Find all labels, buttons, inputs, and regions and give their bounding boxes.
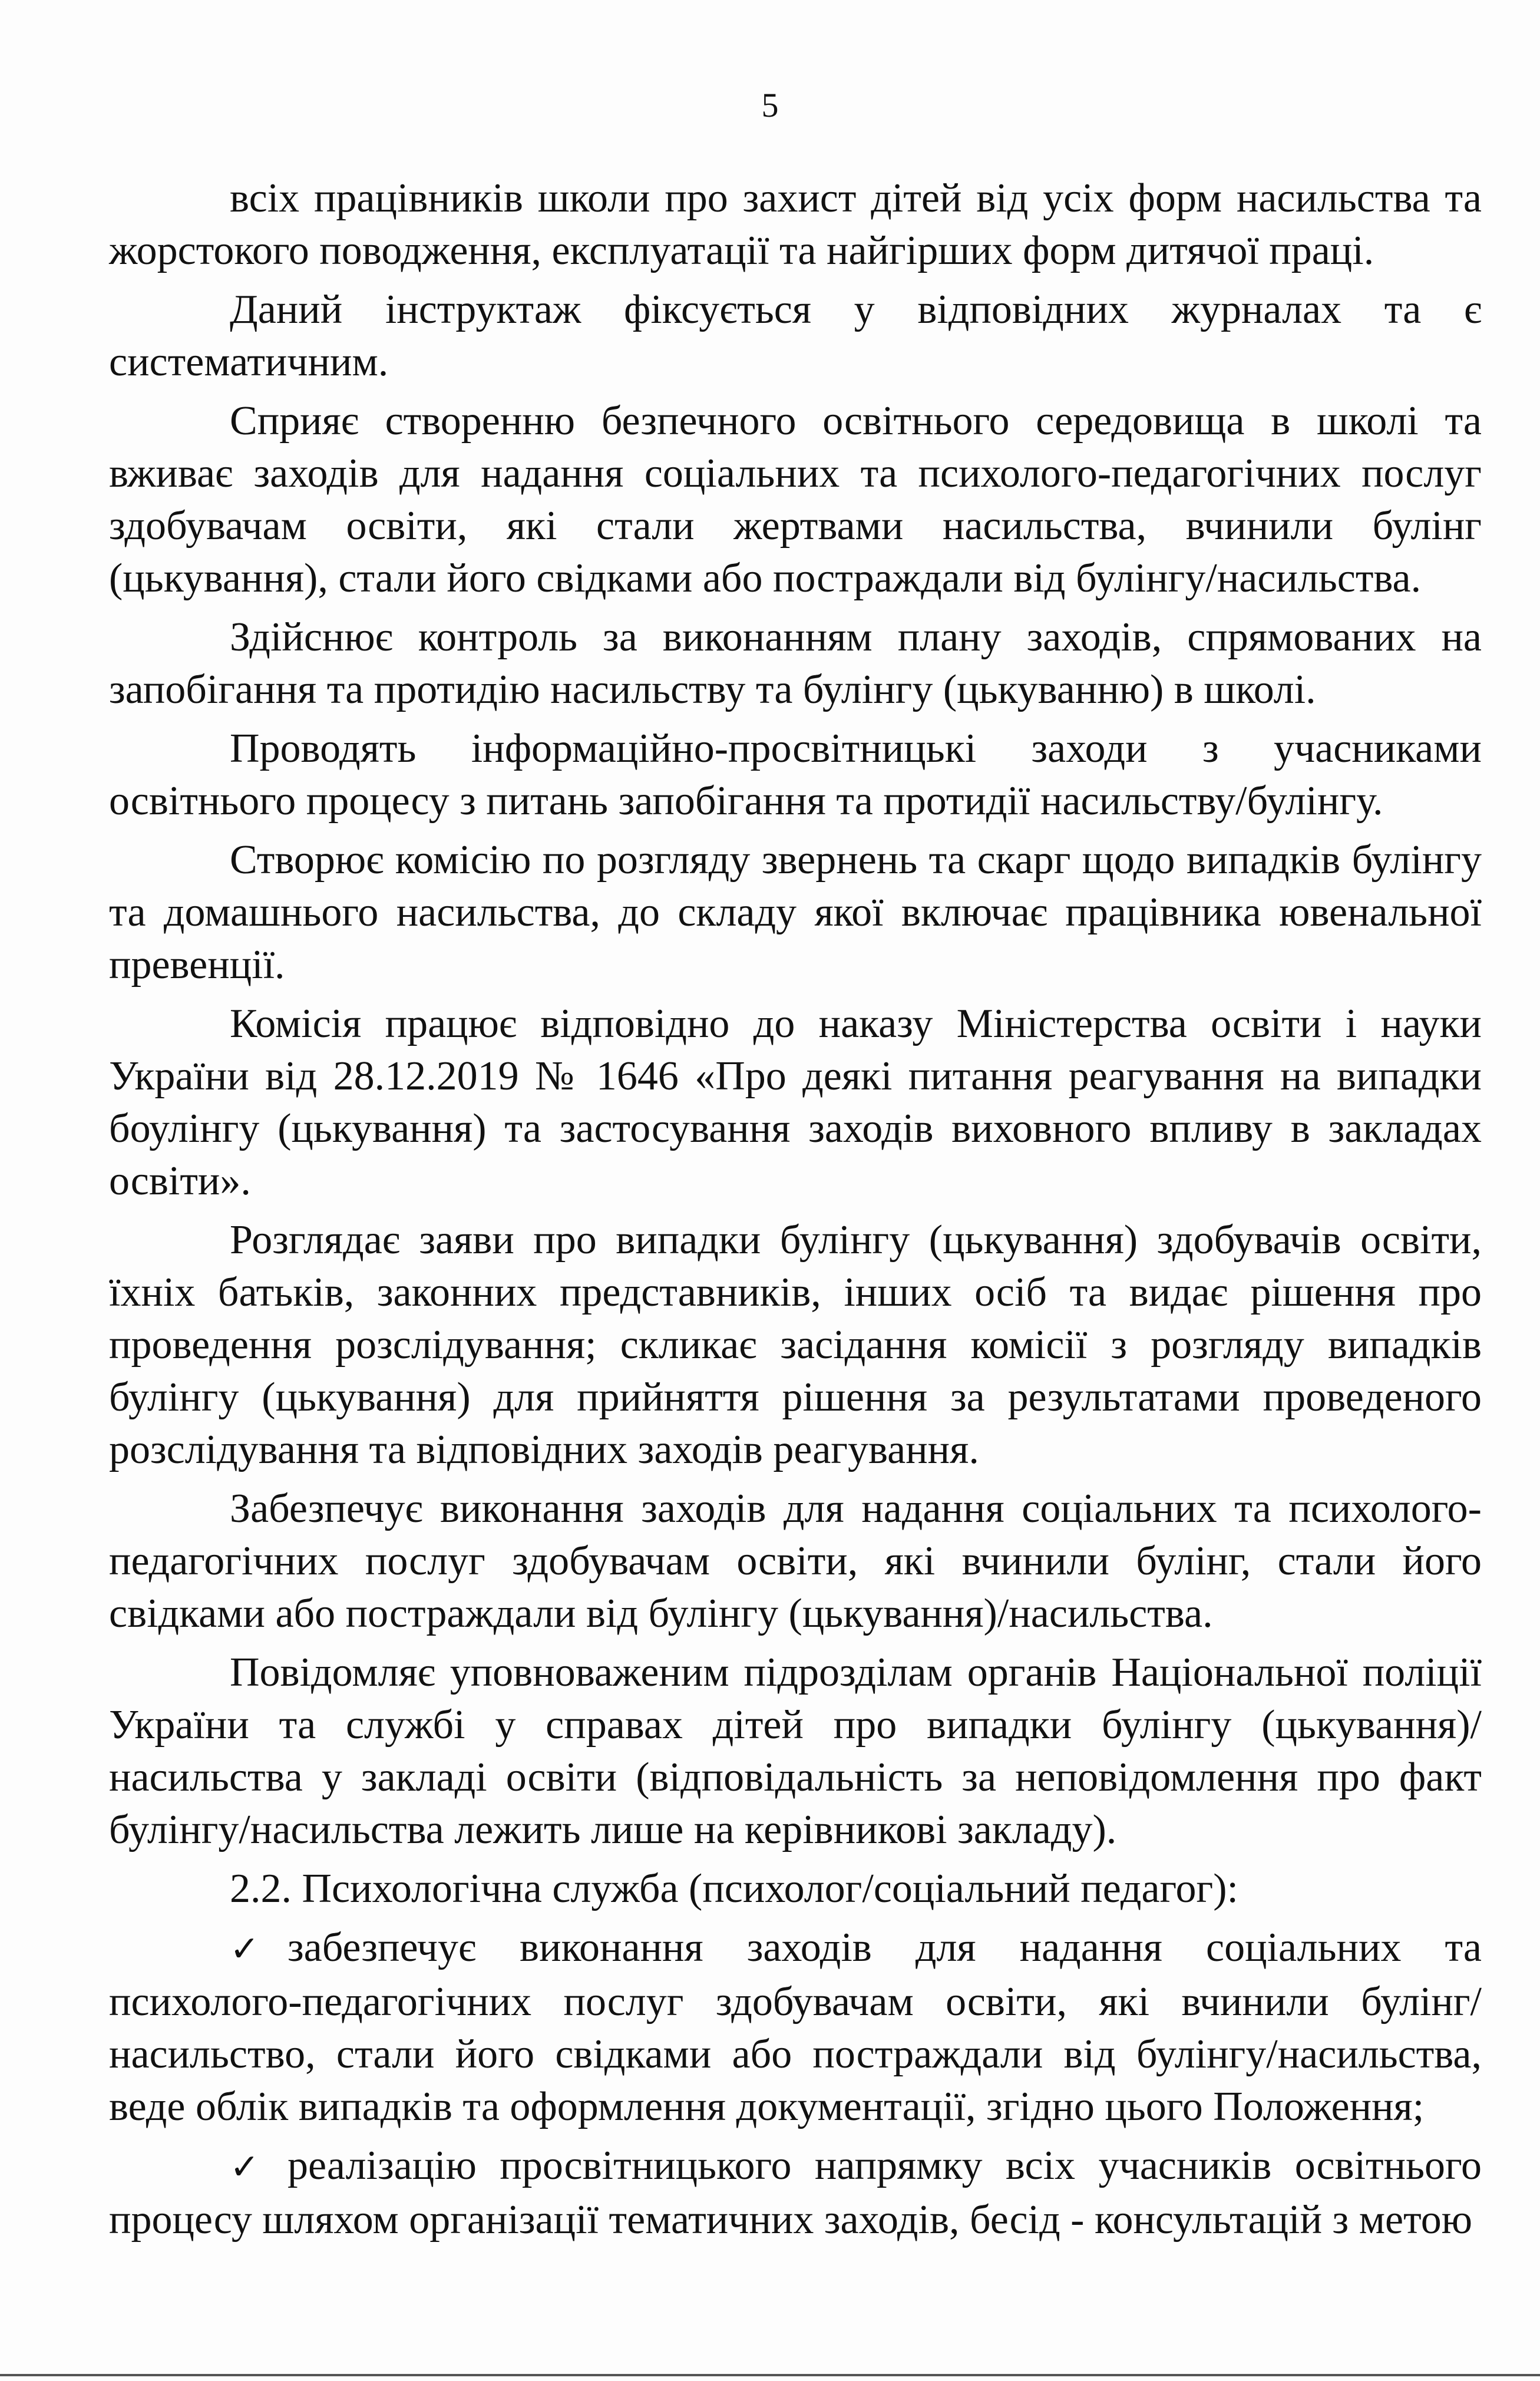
paragraph: Забезпечує виконання заходів для надання соціальних та психолого-педагогічних послуг здобувачам освіти, які вчинили булінг, стали його свідками або постраждали від булінгу (цькування)/насильства. (109, 1486, 1482, 1636)
checklist-item-text: реалізацію просвітницького напрямку всіх учасників освітнього процесу шляхом організації тематичних заходів, бесід - консультацій з метою (109, 2143, 1482, 2243)
checklist-item (109, 2139, 1482, 2246)
paragraph: Створює комісію по розгляду звернень та скарг щодо випадків булінгу та домашнього насильства, до складу якої включає працівника ювенальної превенції. (109, 837, 1482, 988)
paragraph: Проводять інформаційно-просвітницькі заходи з учасниками освітнього процесу з питань запобігання та протидії насильству/булінгу. (109, 726, 1482, 824)
scan-bottom-edge (0, 2374, 1540, 2376)
paragraph: Розглядає заяви про випадки булінгу (цькування) здобувачів освіти, їхніх батьків, законних представників, інших осіб та видає рішення про проведення розслідування; скликає засідання комісії з розгляду випадків булінгу (цькування) для прийняття рішення за результатами проведеного розслідування та відповідних заходів реагування. (109, 1217, 1482, 1472)
checkmark-icon: ✓ (230, 2146, 260, 2188)
checkmark-icon: ✓ (230, 1928, 260, 1970)
paragraph: Даний інструктаж фіксується у відповідних журналах та є систематичним. (109, 287, 1482, 385)
paragraph: Комісія працює відповідно до наказу Міністерства освіти і науки України від 28.12.2019 № 1646 «Про деякі питання реагування на випадки боулінгу (цькування) та застосування заходів виховного впливу в закладах освіти». (109, 1001, 1482, 1204)
section-heading: 2.2. Психологічна служба (психолог/соціальний педагог): (230, 1866, 1238, 1911)
checklist-item-text: забезпечує виконання заходів для надання соціальних та психолого-педагогічних послуг здобувачам освіти, які вчинили булінг/насильство, стали його свідками або постраждали від булінгу/насильства, веде облік випадків та оформлення документації, згідно цього Положення; (109, 1925, 1482, 2129)
paragraph: Повідомляє уповноваженим підрозділам органів Національної поліції України та службі у справах дітей про випадки булінгу (цькування)/насильства у закладі освіти (відповідальність за неповідомлення про факт булінгу/насильства лежить лише на керівникові закладу). (109, 1650, 1482, 1852)
paragraph: всіх працівників школи про захист дітей від усіх форм насильства та жорстокого поводження, експлуатації та найгірших форм дитячої праці. (109, 176, 1482, 273)
page-number: 5 (761, 86, 779, 124)
paragraph: Сприяє створенню безпечного освітнього середовища в школі та вживає заходів для надання соціальних та психолого-педагогічних послуг здобувачам освіти, які стали жертвами насильства, вчинили булінг (цькування), стали його свідками або постраждали від булінгу/насильства. (109, 398, 1482, 601)
paragraph: Здійснює контроль за виконанням плану заходів, спрямованих на запобігання та протидію насильству та булінгу (цькуванню) в школі. (109, 615, 1482, 712)
checklist-item (109, 1921, 1482, 2133)
document-body (109, 172, 1482, 2253)
